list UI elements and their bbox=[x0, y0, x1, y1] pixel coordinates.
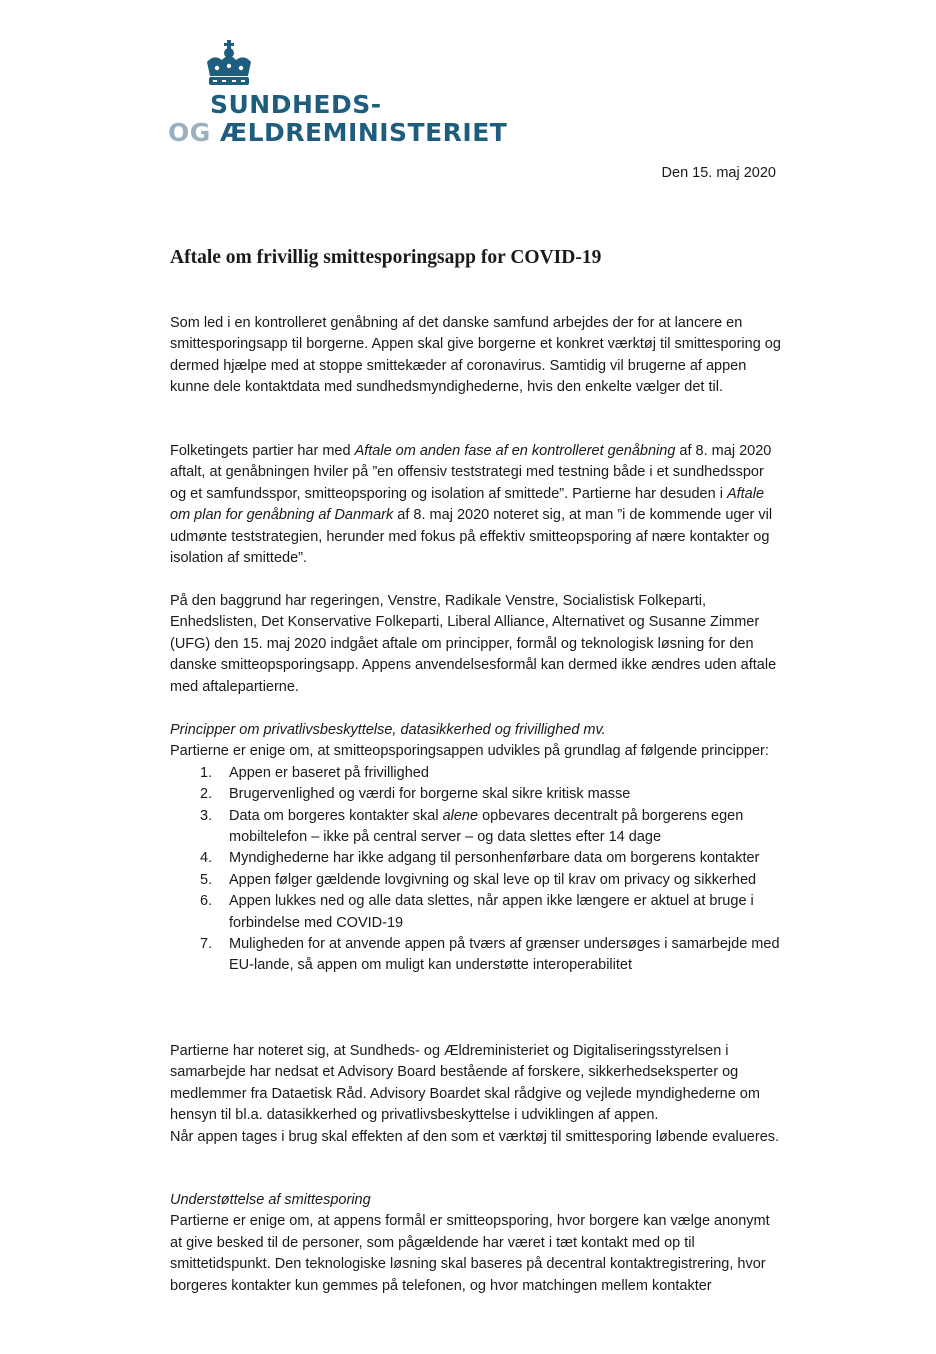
list-text bbox=[229, 806, 782, 849]
list-text: Brugervenlighed og værdi for borgerne skal sikre kritisk masse bbox=[229, 786, 631, 803]
paragraph-parties: På den baggrund har regeringen, Venstre, Radikale Venstre, Socialistisk Folkeparti, Enhedslisten, Det Konservative Folkeparti, Liberal Alliance, Alternativet og Susanne Zimmer (UFG) den 15. maj 2020 indgået aftale om principper, formål og teknologisk løsning for den danske smitteopsporingsapp. Appens anvendelsesformål kan dermed ikke ændres uden aftale med aftalepartierne. bbox=[170, 593, 777, 695]
document-date: Den 15. maj 2020 bbox=[661, 165, 776, 181]
section-contact-tracing bbox=[170, 1190, 782, 1297]
list-item bbox=[170, 870, 782, 891]
text-run: af 8. maj 2020 aftalt, at genåbningen hviler på ”en offensiv teststrategi med testning både i et sundhedsspor og et samfundsspor, smitteopsporing og isolation af smittede”. Partierne har desuden i bbox=[170, 443, 772, 502]
logo-text-line2 bbox=[168, 120, 507, 145]
list-number: 7. bbox=[200, 936, 213, 953]
list-item bbox=[170, 848, 782, 869]
contact-tracing-text: Partierne er enige om, at appens formål er smitteopsporing, hvor borgere kan vælge anonymt at give besked til de personer, som pågældende har været i tæt kontakt med op til smittetidspunkt. Den teknologiske løsning skal baseres på decentral kontaktregistrering, hvor borgeres kontakter kun gemmes på telefonen, og hvor matchingen mellem kontakter bbox=[170, 1213, 770, 1294]
list-text: Muligheden for at anvende appen på tværs af grænser undersøges i samarbejde med EU-lande, så appen om muligt kan understøtte interoperabilitet bbox=[229, 936, 780, 974]
text-run: Folketingets partier har med bbox=[170, 443, 355, 459]
paragraph-agreements bbox=[170, 441, 782, 569]
text-run: opbevares decentralt på borgerens egen mobiltelefon – ikke på central server – og data slettes efter 14 dage bbox=[229, 807, 744, 846]
list-number: 6. bbox=[200, 893, 213, 910]
text-run: af 8. maj 2020 noteret sig, at man ”i de kommende uger vil udmønte teststrategien, herunder med fokus på effektiv smitteopsporing af nære kontakter og isolation af smittede”. bbox=[170, 507, 773, 567]
agreement-title-2: Aftale om plan for genåbning af Danmark bbox=[170, 485, 765, 524]
list-item bbox=[170, 891, 782, 934]
text-run: Når appen tages i brug skal effekten af den som et værktøj til smittesporing løbende evalueres. bbox=[170, 1128, 780, 1145]
list-item bbox=[170, 763, 782, 784]
principles-list bbox=[170, 763, 782, 977]
crown-icon bbox=[204, 40, 254, 86]
section-heading-principles: Principper om privatlivsbeskyttelse, datasikkerhed og frivillighed mv. bbox=[170, 722, 606, 738]
list-number: 3. bbox=[200, 807, 213, 824]
document-title: Aftale om frivillig smittesporingsapp for COVID-19 bbox=[170, 247, 602, 268]
paragraph-advisory-board bbox=[170, 1041, 782, 1148]
list-item bbox=[170, 806, 782, 849]
emphasis: alene bbox=[442, 807, 479, 824]
list-number: 5. bbox=[200, 871, 213, 888]
section-heading-contact-tracing: Understøttelse af smittesporing bbox=[170, 1192, 371, 1208]
section-principles bbox=[170, 720, 782, 977]
ministry-logo bbox=[168, 40, 508, 150]
list-number: 1. bbox=[200, 764, 213, 781]
paragraph-intro: Som led i en kontrolleret genåbning af det danske samfund arbejdes der for at lancere en smittesporingsapp til borgerne. Appen skal give borgerne et konkret værktøj til smittesporing og dermed hjælpe med at stoppe smittekæder af coronavirus. Samtidig vil brugerne af appen kunne dele kontaktdata med sundhedsmyndighederne, hvis den enkelte vælger det til. bbox=[170, 315, 781, 396]
agreement-title-1: Aftale om anden fase af en kontrolleret genåbning bbox=[354, 443, 676, 459]
list-text: Appen lukkes ned og alle data slettes, når appen ikke længere er aktuel at bruge i forbindelse med COVID-19 bbox=[229, 893, 754, 931]
text-run: Partierne har noteret sig, at Sundheds- og Ældreministeriet og Digitaliseringsstyrelsen i samarbejde har nedsat et Advisory Board bestående af forskere, sikkerhedseksperter og medlemmer fra Dataetisk Råd. Advisory Boardet skal rådgive og vejlede myndighederne om hensyn til bl.a. datasikkerhed og privatlivsbeskyttelse i udviklingen af appen. bbox=[170, 1043, 760, 1124]
logo-text-main: ÆLDREMINISTERIET bbox=[220, 118, 508, 147]
list-text: Appen er baseret på frivillighed bbox=[229, 764, 429, 781]
list-number: 2. bbox=[200, 786, 213, 803]
list-number: 4. bbox=[200, 850, 213, 867]
list-text: Appen følger gældende lovgivning og skal leve op til krav om privacy og sikkerhed bbox=[229, 871, 757, 888]
list-item bbox=[170, 784, 782, 805]
text-run: Data om borgeres kontakter skal bbox=[229, 807, 443, 824]
list-item bbox=[170, 934, 782, 977]
logo-text-prefix: OG bbox=[168, 118, 211, 147]
principles-intro: Partierne er enige om, at smitteopsporingsappen udvikles på grundlag af følgende principper: bbox=[170, 743, 769, 760]
list-text: Myndighederne har ikke adgang til personhenførbare data om borgerens kontakter bbox=[229, 850, 760, 867]
logo-text-line1: SUNDHEDS- bbox=[210, 90, 382, 119]
